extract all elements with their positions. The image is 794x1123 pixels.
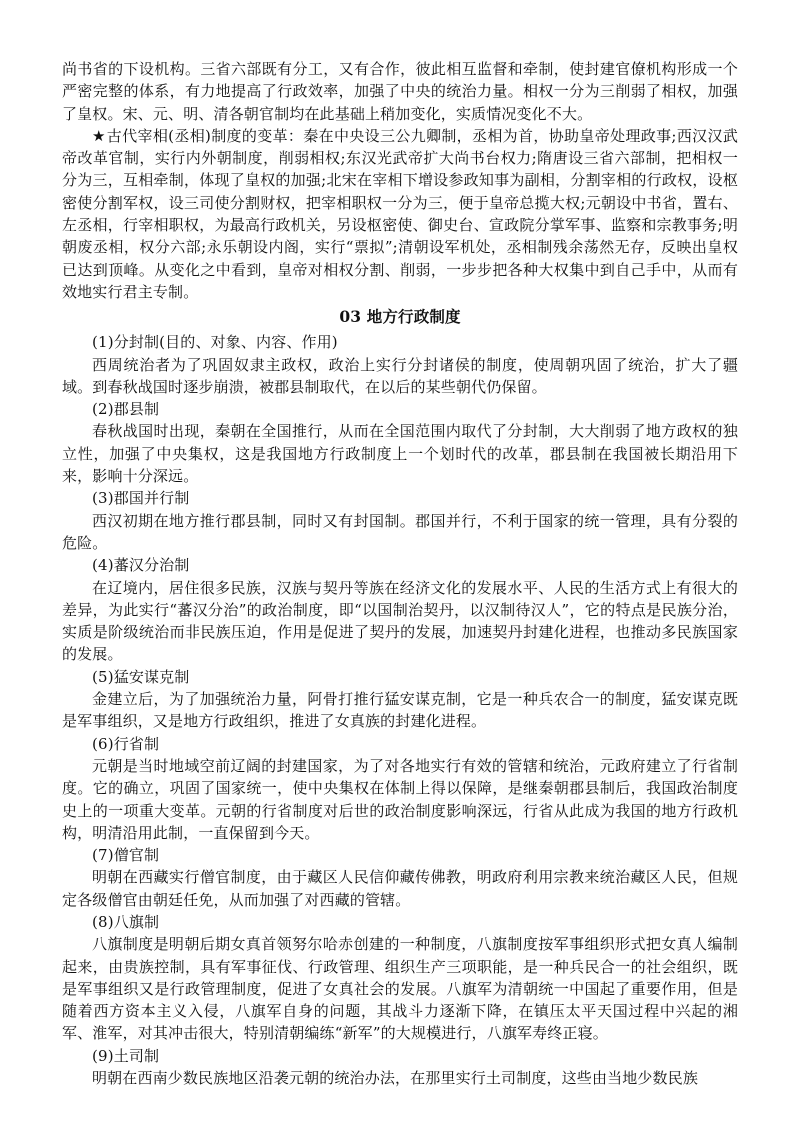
item-heading: (3)郡国并行制 xyxy=(92,489,190,508)
item-body: 春秋战国时出现，秦朝在全国推行，从而在全国范围内取代了分封制，大大削弱了地方政权的独立性，加强了中央集权，这是我国地方行政制度上一个划时代的改革，郡县制在我国被长期沿用下来，影响十分深远。 xyxy=(62,422,738,486)
item-body: 西汉初期在地方推行郡县制，同时又有封国制。郡国并行，不利于国家的统一管理，具有分裂的危险。 xyxy=(62,511,738,552)
item-heading: (8)八旗制 xyxy=(92,912,160,931)
item-heading: (6)行省制 xyxy=(92,734,160,753)
section-item xyxy=(62,733,738,844)
intro-paragraph: 尚书省的下设机构。三省六部既有分工，又有合作，彼此相互监督和牵制，使封建官僚机构形成一个严密完整的体系，有力地提高了行政效率，加强了中央的统治力量。相权一分为三削弱了相权，加强了皇权。宋、元、明、清各朝官制均在此基础上稍加变化，实质情况变化不大。 xyxy=(62,60,738,123)
item-heading: (7)僧官制 xyxy=(92,846,160,865)
section-item xyxy=(62,487,738,554)
document-page xyxy=(62,58,738,1089)
star-icon: ★ xyxy=(92,126,106,145)
item-heading: (5)猛安谋克制 xyxy=(92,667,190,686)
item-body: 在辽境内，居住很多民族，汉族与契丹等族在经济文化的发展水平、人民的生活方式上有很大的差异，为此实行“蕃汉分治”的政治制度，即“以国制治契丹，以汉制待汉人”，它的特点是民族分治，实质是阶级统治而非民族压迫，作用是促进了契丹的发展，加速契丹封建化进程，也推动多民族国家的发展。 xyxy=(62,578,738,664)
section-title: 03 地方行政制度 xyxy=(339,307,461,327)
item-body: 明朝在西南少数民族地区沿袭元朝的统治办法，在那里实行土司制度，这些由当地少数民族 xyxy=(92,1069,699,1088)
item-body: 金建立后，为了加强统治力量，阿骨打推行猛安谋克制，它是一种兵农合一的制度，猛安谋克既是军事组织，又是地方行政组织，推进了女真族的封建化进程。 xyxy=(62,690,738,731)
section-item xyxy=(62,398,738,487)
section-item xyxy=(62,911,738,1045)
section-item xyxy=(62,1045,738,1090)
item-heading: (1)分封制(目的、对象、内容、作用) xyxy=(92,333,338,352)
item-body: 八旗制度是明朝后期女真首领努尔哈赤创建的一种制度，八旗制度按军事组织形式把女真人编制起来，由贵族控制，具有军事征伐、行政管理、组织生产三项职能，是一种兵民合一的社会组织，既是军事组织又是行政管理制度，促进了女真社会的发展。八旗军为清朝统一中国起了重要作用，但是随着西方资本主义入侵，八旗军自身的问题，其战斗力逐渐下降，在镇压太平天国过程中兴起的湘军、淮军，对其冲击很大，特别清朝编练“新军”的大规模进行，八旗军寿终正寝。 xyxy=(62,935,738,1043)
chancellor-reform-text: 古代宰相(丞相)制度的变革：秦在中央设三公九卿制，丞相为首，协助皇帝处理政事;西汉汉武帝改革官制，实行内外朝制度，削弱相权;东汉光武帝扩大尚书台权力;隋唐设三省六部制，把相权一分为三，互相牵制，体现了皇权的加强;北宋在宰相下增设参政知事为副相，分割宰相的行政权，设枢密使分割军权，设三司使分割财权，把宰相职权一分为三，便于皇帝总揽大权;元朝设中书省，置右、左丞相，行宰相职权，为最高行政机关，另设枢密使、御史台、宣政院分掌军事、监察和宗教事务;明朝废丞相，权分六部;永乐朝设内阁，实行“票拟”;清朝设军机处，丞相制残余荡然无存，反映出皇权已达到顶峰。从变化之中看到，皇帝对相权分割、削弱，一步步把各种大权集中到自己手中，从而有效地实行君主专制。 xyxy=(62,126,738,301)
item-heading: (4)蕃汉分治制 xyxy=(92,556,190,575)
item-body: 元朝是当时地域空前辽阔的封建国家，为了对各地实行有效的管辖和统治，元政府建立了行省制度。它的确立，巩固了国家统一，使中央集权在体制上得以保障，是继秦朝郡县制后，我国政治制度史上的一项重大变革。元朝的行省制度对后世的政治制度影响深远，行省从此成为我国的地方行政机构，明清沿用此制，一直保留到今天。 xyxy=(62,756,738,842)
section-item xyxy=(62,844,738,911)
item-heading: (2)郡县制 xyxy=(92,400,160,419)
section-item xyxy=(62,331,738,398)
section-item xyxy=(62,554,738,665)
item-body: 西周统治者为了巩固奴隶主政权，政治上实行分封诸侯的制度，使周朝巩固了统治，扩大了疆域。到春秋战国时逐步崩溃，被郡县制取代，在以后的某些朝代仍保留。 xyxy=(62,355,738,396)
chancellor-reform-paragraph xyxy=(62,125,738,303)
item-body: 明朝在西藏实行僧官制度，由于藏区人民信仰藏传佛教，明政府利用宗教来统治藏区人民，但规定各级僧官由朝廷任免，从而加强了对西藏的管辖。 xyxy=(62,868,738,909)
item-heading: (9)土司制 xyxy=(92,1046,160,1065)
section-item xyxy=(62,666,738,733)
